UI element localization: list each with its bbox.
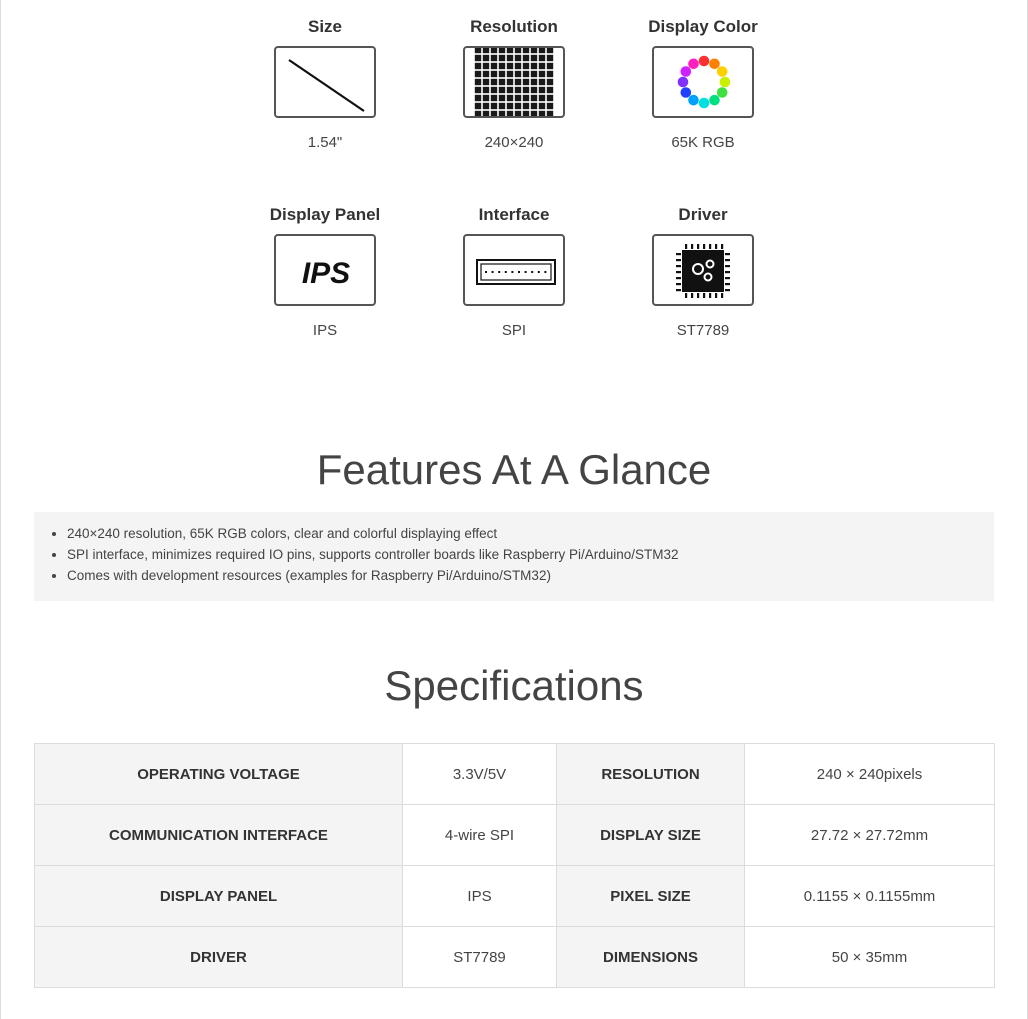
ips-panel-icon (274, 234, 376, 306)
feature-item: • 240×240 resolution, 65K RGB colors, clear and colorful displaying effect (67, 523, 994, 544)
spec-key: PIXEL SIZE (557, 866, 745, 927)
param-driver (613, 205, 793, 340)
param-display-panel (235, 205, 415, 340)
param-value: 65K RGB (671, 134, 735, 151)
table-row (35, 927, 995, 988)
spec-value: 3.3V/5V (403, 744, 557, 805)
param-title: Display Panel (269, 205, 381, 224)
spec-key: COMMUNICATION INTERFACE (35, 805, 403, 866)
table-row (35, 744, 995, 805)
spec-value: ST7789 (403, 927, 557, 988)
param-title: Display Color (648, 17, 758, 36)
param-value: IPS (312, 322, 338, 339)
pin-header-icon (463, 234, 565, 306)
feature-item: • Comes with development resources (examples for Raspberry Pi/Arduino/STM32) (67, 565, 994, 586)
spec-value: 4-wire SPI (403, 805, 557, 866)
param-display-color (613, 17, 793, 152)
param-value: 1.54" (307, 134, 343, 151)
param-interface (424, 205, 604, 340)
features-list (34, 523, 994, 586)
param-value: SPI (501, 322, 527, 339)
table-row (35, 805, 995, 866)
param-size (235, 17, 415, 152)
feature-item: • SPI interface, minimizes required IO pins, supports controller boards like Raspberry Pi/Arduino/STM32 (67, 544, 994, 565)
param-title: Interface (478, 205, 550, 224)
driver-chip-icon (652, 234, 754, 306)
table-row (35, 866, 995, 927)
spec-key: DRIVER (35, 927, 403, 988)
spec-key: OPERATING VOLTAGE (35, 744, 403, 805)
features-heading: Features At A Glance (316, 446, 712, 493)
param-resolution (424, 17, 604, 152)
page-border-left (0, 0, 1, 1019)
spec-key: RESOLUTION (557, 744, 745, 805)
param-value: 240×240 (484, 134, 544, 151)
specifications-table (34, 743, 995, 988)
spec-value: IPS (403, 866, 557, 927)
spec-key: DISPLAY SIZE (557, 805, 745, 866)
diagonal-size-icon (274, 46, 376, 118)
pixel-grid-icon (463, 46, 565, 118)
param-title: Resolution (470, 17, 558, 36)
spec-value: 27.72 × 27.72mm (745, 805, 995, 866)
spec-value: 50 × 35mm (745, 927, 995, 988)
specifications-heading: Specifications (384, 662, 644, 709)
spec-value: 240 × 240pixels (745, 744, 995, 805)
spec-value: 0.1155 × 0.1155mm (745, 866, 995, 927)
color-wheel-icon (652, 46, 754, 118)
param-title: Size (307, 17, 343, 36)
param-title: Driver (678, 205, 728, 224)
ips-icon-text: IPS (301, 257, 351, 290)
features-list-box (34, 512, 994, 601)
param-value: ST7789 (676, 322, 730, 339)
spec-key: DISPLAY PANEL (35, 866, 403, 927)
spec-key: DIMENSIONS (557, 927, 745, 988)
